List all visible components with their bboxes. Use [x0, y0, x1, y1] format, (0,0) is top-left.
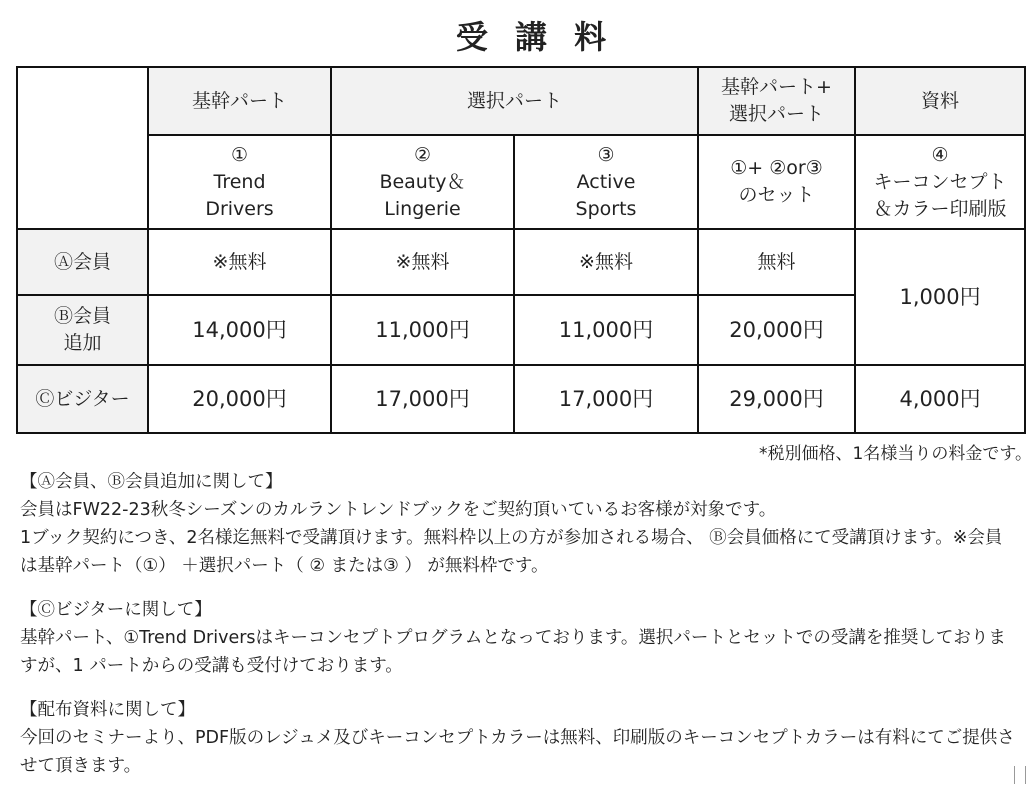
visitor-notes-text: 基幹パート、①Trend Driversはキーコンセプトプログラムとなっております。選択パートとセットでの受講を推奨しておりますが、1 パートからの受講も受付けております。 — [20, 628, 1006, 676]
header-core-part: 基幹パート — [148, 67, 331, 135]
subheader-beauty-lingerie: ② Beauty＆ Lingerie — [331, 135, 514, 229]
subheader-trend-drivers: ① Trend Drivers — [148, 135, 331, 229]
row-label-member-additional: Ⓑ会員 追加 — [17, 295, 148, 365]
price-cell: 20,000円 — [148, 365, 331, 433]
notes-section — [20, 468, 1016, 780]
material-notes-text: 今回のセミナーより、PDF版のレジュメ及びキーコンセプトカラーは無料、印刷版のキーコンセプトカラーは有料にてご提供させて頂きます。 — [20, 728, 1015, 776]
price-cell: 14,000円 — [148, 295, 331, 365]
material-notes-heading: 【配布資料に関して】 — [20, 700, 195, 720]
row-label-visitor: Ⓒビジター — [17, 365, 148, 433]
price-cell: ※無料 — [148, 229, 331, 295]
header-select-part: 選択パート — [331, 67, 698, 135]
header-material: 資料 — [855, 67, 1025, 135]
member-notes-heading: 【Ⓐ会員、Ⓑ会員追加に関して】 — [20, 472, 283, 492]
tax-note: *税別価格、1名様当りの料金です。 — [759, 444, 1032, 464]
page-title: 受 講 料 — [455, 18, 615, 56]
member-notes-text: 1ブック契約につき、2名様迄無料で受講頂けます。無料枠以上の方が参加される場合、 Ⓑ会員価格にて受講頂けます。※会員は基幹パート（①） ＋選択パート（ ② または③ ） が無料枠です。 — [20, 528, 1003, 576]
price-cell: 11,000円 — [331, 295, 514, 365]
corner-cell — [17, 67, 148, 229]
subheader-set: ①+ ②or③ のセット — [698, 135, 855, 229]
price-cell: 17,000円 — [514, 365, 698, 433]
visitor-notes-heading: 【Ⓒビジターに関して】 — [20, 600, 212, 620]
subheader-active-sports: ③ Active Sports — [514, 135, 698, 229]
price-cell: ※無料 — [331, 229, 514, 295]
price-cell: 無料 — [698, 229, 855, 295]
row-label-member: Ⓐ会員 — [17, 229, 148, 295]
price-cell-material-member: 1,000円 — [855, 229, 1025, 365]
price-cell: 20,000円 — [698, 295, 855, 365]
fee-table — [16, 66, 1026, 434]
price-cell: 4,000円 — [855, 365, 1025, 433]
header-core-select-part: 基幹パート+ 選択パート — [698, 67, 855, 135]
price-cell: 29,000円 — [698, 365, 855, 433]
subheader-key-concept-print: ④ キーコンセプト ＆カラー印刷版 — [855, 135, 1025, 229]
scroll-handle[interactable] — [1014, 766, 1026, 784]
member-notes-text: 会員はFW22-23秋冬シーズンのカルラントレンドブックをご契約頂いているお客様が対象です。 — [20, 500, 777, 520]
price-cell: 17,000円 — [331, 365, 514, 433]
price-cell: ※無料 — [514, 229, 698, 295]
price-cell: 11,000円 — [514, 295, 698, 365]
